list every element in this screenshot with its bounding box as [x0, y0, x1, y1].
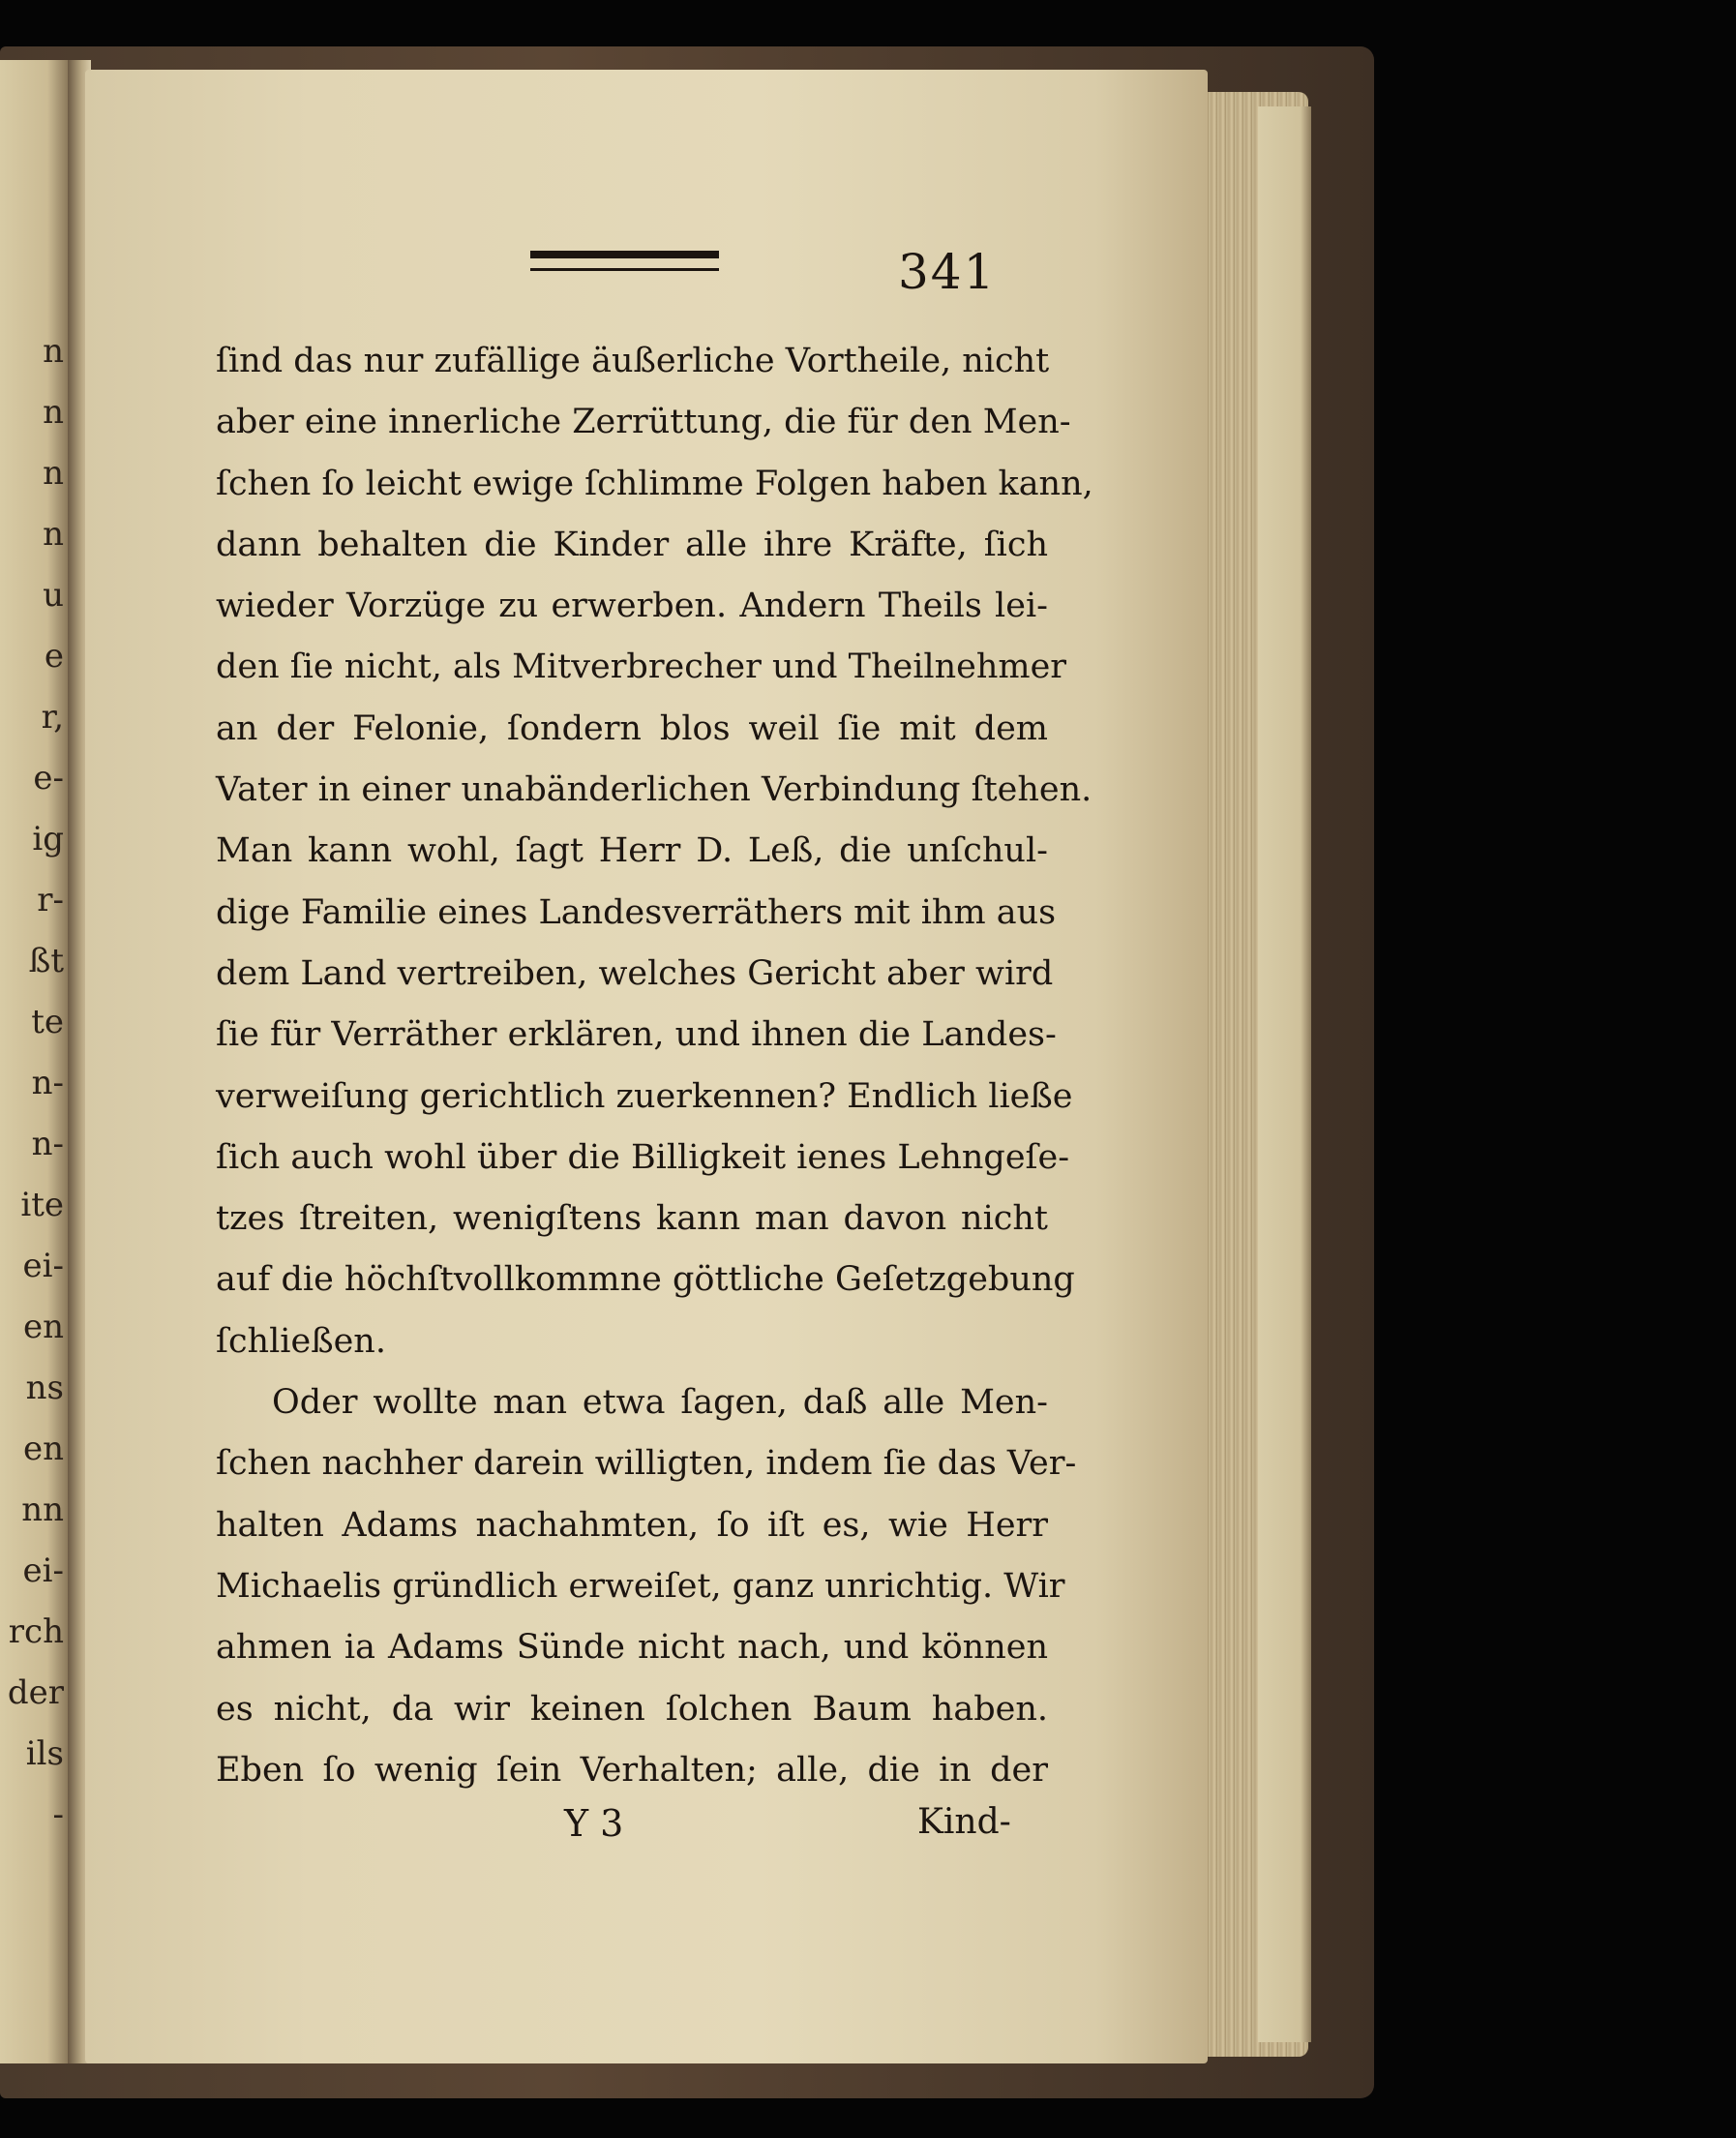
text-line: ſind das nur zufällige äußerliche Vortheile, nicht — [216, 342, 1050, 380]
text-line: verweiſung gerichtlich zuerkennen? Endlich ließe — [216, 1076, 1073, 1116]
body-text — [216, 331, 1093, 1801]
header-rule-thick — [530, 251, 719, 258]
text-line: an der Felonie, ſondern blos weil ſie mit dem — [216, 708, 1048, 748]
facing-page-line-ends — [0, 321, 68, 1846]
text-line: Michaelis gründlich erweiſet, ganz unrichtig. Wir — [216, 1566, 1065, 1606]
text-line: ahmen ia Adams Sünde nicht nach, und können — [216, 1628, 1048, 1668]
text-line: dem Land vertreiben, welches Gericht aber wird — [216, 953, 1054, 993]
facing-line-fragment: n- — [31, 1064, 64, 1102]
text-line: dige Familie eines Landesverräthers mit ihm aus — [216, 892, 1057, 932]
text-line: den ſie nicht, als Mitverbrecher und Theilnehmer — [216, 647, 1067, 687]
facing-line-fragment: ßt — [28, 942, 64, 980]
facing-line-fragment: rch — [8, 1612, 64, 1651]
text-line: halten Adams nachahmten, ſo iſt es, wie Herr — [216, 1505, 1048, 1545]
facing-line-fragment: te — [31, 1003, 64, 1041]
facing-line-fragment: e- — [33, 759, 64, 798]
text-line: Man kann wohl, ſagt Herr D. Leß, die unſchul- — [216, 831, 1048, 871]
facing-line-fragment: ig — [32, 820, 64, 858]
facing-line-fragment: en — [22, 1430, 64, 1468]
facing-line-fragment: ite — [20, 1186, 64, 1224]
text-line: auf die höchſtvollkommne göttliche Geſetzgebung — [216, 1260, 1075, 1300]
facing-line-fragment: n — [43, 332, 64, 371]
facing-line-fragment: ei- — [22, 1551, 64, 1590]
text-line: es nicht, da wir keinen ſolchen Baum haben. — [216, 1689, 1048, 1729]
text-line: ſie für Verräther erklären, und ihnen die Landes- — [216, 1015, 1057, 1055]
text-line: ſchließen. — [216, 1321, 386, 1361]
facing-line-fragment: e — [44, 637, 64, 676]
text-line: aber eine innerliche Zerrüttung, die für den Men- — [216, 403, 1071, 442]
text-line: ſchen ſo leicht ewige ſchlimme Folgen haben kann, — [216, 464, 1093, 503]
paragraph-first-line: Oder wollte man etwa ſagen, daß alle Men- — [272, 1383, 1048, 1423]
page-stack-fore-edge — [1258, 106, 1311, 2042]
facing-line-fragment: n — [43, 454, 64, 493]
page-number: 341 — [898, 244, 997, 300]
text-line: ſich auch wohl über die Billigkeit ienes Lehngeſe- — [216, 1137, 1070, 1177]
text-line: tzes ſtreiten, wenigſtens kann man davon nicht — [216, 1199, 1048, 1239]
catchword: Kind- — [917, 1802, 1011, 1842]
text-line: ſchen nachher darein willigten, indem ſie das Ver- — [216, 1444, 1077, 1484]
facing-line-fragment: nn — [21, 1491, 64, 1529]
book-page — [85, 70, 1208, 2063]
facing-line-fragment: ns — [25, 1369, 64, 1407]
facing-line-fragment: - — [52, 1795, 64, 1834]
facing-line-fragment: n- — [31, 1125, 64, 1163]
facing-line-fragment: n — [43, 393, 64, 432]
facing-page-edge — [0, 60, 68, 2063]
header-rule-thin — [530, 268, 719, 271]
facing-line-fragment: ei- — [22, 1247, 64, 1285]
facing-line-fragment: u — [43, 576, 64, 615]
facing-line-fragment: n — [43, 515, 64, 554]
facing-line-fragment: r, — [41, 698, 64, 737]
facing-line-fragment: der — [7, 1673, 64, 1712]
text-line: Vater in einer unabänderlichen Verbindung ſtehen. — [216, 770, 1092, 810]
signature-mark: Y 3 — [564, 1802, 624, 1845]
text-line: wieder Vorzüge zu erwerben. Andern Theils lei- — [216, 587, 1048, 626]
facing-line-fragment: ils — [25, 1734, 64, 1773]
text-line: Eben ſo wenig ſein Verhalten; alle, die in der — [216, 1750, 1048, 1790]
text-line: dann behalten die Kinder alle ihre Kräfte, ſich — [216, 525, 1048, 564]
facing-line-fragment: en — [22, 1308, 64, 1346]
facing-line-fragment: r- — [37, 881, 64, 919]
